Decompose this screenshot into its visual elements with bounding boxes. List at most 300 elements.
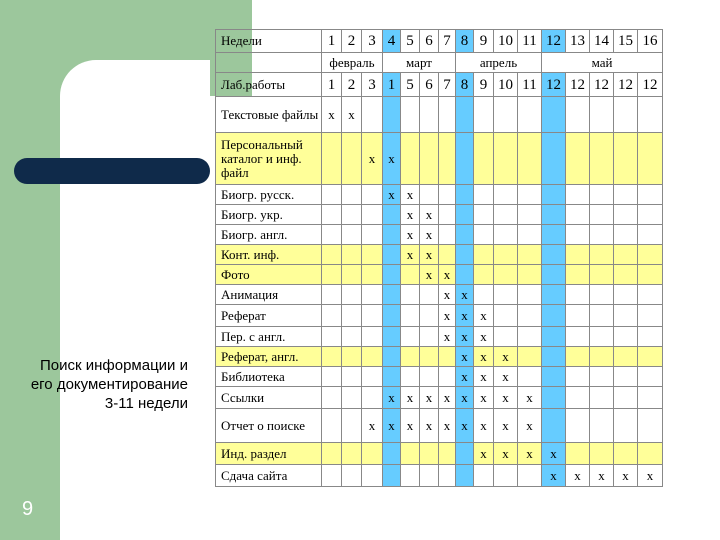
x-mark: x (461, 348, 468, 364)
schedule-cell (494, 185, 518, 205)
schedule-cell (474, 465, 494, 487)
schedule-cell (494, 387, 518, 409)
schedule-cell (494, 443, 518, 465)
schedule-cell (401, 387, 420, 409)
schedule-cell (342, 205, 362, 225)
x-mark: x (425, 246, 433, 262)
schedule-cell (474, 185, 494, 205)
schedule-cell (474, 443, 494, 465)
week-number: 7 (439, 30, 456, 53)
schedule-cell (401, 265, 420, 285)
schedule-cell (322, 97, 342, 133)
schedule-cell (474, 133, 494, 185)
week-number: 15 (614, 30, 638, 53)
schedule-cell (362, 347, 383, 367)
labs-label: Лаб.работы (216, 73, 322, 97)
schedule-cell (456, 225, 474, 245)
schedule-cell (383, 387, 401, 409)
schedule-cell (518, 387, 542, 409)
task-label: Ссылки (216, 387, 322, 409)
lab-number: 8 (456, 73, 474, 97)
x-mark: x (461, 307, 468, 323)
schedule-cell (401, 97, 420, 133)
table-row (216, 133, 663, 185)
week-number: 16 (638, 30, 663, 53)
schedule-cell (474, 409, 494, 443)
x-mark: x (502, 368, 509, 384)
schedule-cell (456, 285, 474, 305)
schedule-cell (474, 367, 494, 387)
schedule-cell (614, 133, 638, 185)
schedule-cell (474, 205, 494, 225)
x-mark: x (406, 226, 414, 242)
lab-number: 7 (439, 73, 456, 97)
schedule-cell (420, 305, 439, 327)
schedule-cell (590, 443, 614, 465)
x-mark: x (646, 467, 654, 483)
schedule-cell (474, 305, 494, 327)
week-number: 11 (518, 30, 542, 53)
lab-number: 12 (542, 73, 566, 97)
schedule-cell (542, 465, 566, 487)
schedule-cell (456, 265, 474, 285)
schedule-cell (383, 327, 401, 347)
schedule-cell (362, 245, 383, 265)
schedule-cell (494, 367, 518, 387)
task-label: Инд. раздел (216, 443, 322, 465)
schedule-cell (542, 265, 566, 285)
schedule-cell (383, 245, 401, 265)
x-mark: x (502, 417, 509, 433)
schedule-cell (383, 285, 401, 305)
schedule-cell (566, 409, 590, 443)
schedule-cell (518, 443, 542, 465)
schedule-cell (456, 347, 474, 367)
schedule-cell (494, 347, 518, 367)
schedule-cell (638, 443, 663, 465)
x-mark: x (480, 417, 487, 433)
schedule-cell (474, 225, 494, 245)
task-label: Отчет о поиске (216, 409, 322, 443)
schedule-cell (362, 225, 383, 245)
x-mark: x (368, 417, 376, 433)
x-mark: x (425, 206, 433, 222)
schedule-cell (614, 265, 638, 285)
lab-number: 1 (383, 73, 401, 97)
schedule-cell (638, 265, 663, 285)
x-mark: x (550, 445, 557, 461)
schedule-cell (342, 245, 362, 265)
schedule-cell (439, 97, 456, 133)
schedule-cell (518, 409, 542, 443)
schedule-cell (518, 327, 542, 347)
schedule-cell (322, 225, 342, 245)
schedule-cell (542, 305, 566, 327)
schedule-cell (542, 409, 566, 443)
schedule-cell (456, 465, 474, 487)
x-mark: x (461, 328, 468, 344)
schedule-cell (542, 367, 566, 387)
week-number: 4 (383, 30, 401, 53)
schedule-cell (542, 285, 566, 305)
week-number: 3 (362, 30, 383, 53)
table-row (216, 443, 663, 465)
week-number: 1 (322, 30, 342, 53)
schedule-cell (456, 205, 474, 225)
schedule-cell (439, 245, 456, 265)
task-label: Текстовые файлы (216, 97, 322, 133)
weeks-row (216, 30, 663, 53)
decor-navy-bar (14, 158, 210, 184)
lab-number: 1 (322, 73, 342, 97)
schedule-cell (401, 285, 420, 305)
week-number: 9 (474, 30, 494, 53)
schedule-cell (439, 225, 456, 245)
schedule-cell (342, 97, 362, 133)
schedule-cell (614, 305, 638, 327)
schedule-cell (383, 305, 401, 327)
schedule-cell (542, 387, 566, 409)
schedule-cell (383, 443, 401, 465)
schedule-cell (401, 133, 420, 185)
schedule-cell (474, 347, 494, 367)
schedule-cell (518, 367, 542, 387)
week-number: 13 (566, 30, 590, 53)
schedule-cell (420, 327, 439, 347)
x-mark: x (443, 328, 451, 344)
x-mark: x (502, 445, 509, 461)
schedule-cell (638, 347, 663, 367)
x-mark: x (328, 106, 335, 122)
schedule-cell (420, 133, 439, 185)
x-mark: x (425, 226, 433, 242)
schedule-cell (362, 327, 383, 347)
table-row (216, 285, 663, 305)
lab-number: 10 (494, 73, 518, 97)
x-mark: x (480, 307, 487, 323)
schedule-cell (439, 133, 456, 185)
schedule-cell (420, 387, 439, 409)
schedule-cell (456, 185, 474, 205)
schedule-cell (566, 443, 590, 465)
schedule-cell (590, 285, 614, 305)
schedule-cell (342, 285, 362, 305)
schedule-cell (566, 97, 590, 133)
task-label: Пер. с англ. (216, 327, 322, 347)
decor-green-strip (0, 0, 60, 540)
week-number: 8 (456, 30, 474, 53)
x-mark: x (461, 417, 468, 433)
schedule-cell (614, 367, 638, 387)
schedule-cell (494, 305, 518, 327)
schedule-cell (638, 305, 663, 327)
schedule-cell (322, 409, 342, 443)
schedule-cell (638, 387, 663, 409)
schedule-cell (590, 305, 614, 327)
schedule-cell (638, 97, 663, 133)
schedule-cell (439, 265, 456, 285)
schedule-cell (342, 327, 362, 347)
schedule-cell (518, 133, 542, 185)
schedule-cell (638, 409, 663, 443)
table-row (216, 97, 663, 133)
schedule-cell (590, 133, 614, 185)
task-label: Анимация (216, 285, 322, 305)
schedule-cell (362, 409, 383, 443)
schedule-cell (342, 225, 362, 245)
schedule-cell (342, 409, 362, 443)
schedule-cell (474, 265, 494, 285)
schedule-cell (566, 327, 590, 347)
lab-number: 11 (518, 73, 542, 97)
schedule-cell (614, 409, 638, 443)
schedule-cell (638, 465, 663, 487)
schedule-cell (590, 245, 614, 265)
x-mark: x (502, 348, 509, 364)
schedule-cell (518, 305, 542, 327)
schedule-cell (383, 133, 401, 185)
x-mark: x (406, 246, 414, 262)
schedule-cell (638, 285, 663, 305)
schedule-cell (439, 409, 456, 443)
x-mark: x (443, 307, 451, 323)
x-mark: x (480, 328, 487, 344)
x-mark: x (622, 467, 629, 483)
schedule-cell (614, 225, 638, 245)
schedule-cell (494, 245, 518, 265)
task-label: Биогр. укр. (216, 205, 322, 225)
schedule-cell (439, 285, 456, 305)
lab-number: 12 (566, 73, 590, 97)
week-number: 2 (342, 30, 362, 53)
schedule-cell (322, 347, 342, 367)
schedule-cell (322, 443, 342, 465)
week-number: 10 (494, 30, 518, 53)
table-row (216, 347, 663, 367)
schedule-cell (456, 133, 474, 185)
schedule-cell (542, 443, 566, 465)
schedule-cell (342, 185, 362, 205)
schedule-cell (494, 265, 518, 285)
schedule-cell (614, 285, 638, 305)
schedule-cell (401, 205, 420, 225)
schedule-cell (590, 205, 614, 225)
schedule-cell (420, 285, 439, 305)
schedule-cell (401, 327, 420, 347)
x-mark: x (443, 286, 451, 302)
schedule-cell (342, 265, 362, 285)
table-row (216, 225, 663, 245)
schedule-cell (566, 465, 590, 487)
schedule-cell (542, 327, 566, 347)
schedule-cell (614, 347, 638, 367)
task-label: Библиотека (216, 367, 322, 387)
schedule-cell (456, 409, 474, 443)
schedule-cell (383, 97, 401, 133)
x-mark: x (502, 389, 509, 405)
schedule-cell (456, 245, 474, 265)
schedule-cell (518, 225, 542, 245)
schedule-cell (518, 465, 542, 487)
schedule-cell (542, 133, 566, 185)
x-mark: x (388, 150, 395, 166)
schedule-cell (456, 367, 474, 387)
schedule-cell (542, 245, 566, 265)
schedule-cell (614, 327, 638, 347)
schedule-cell (614, 185, 638, 205)
schedule-cell (542, 97, 566, 133)
schedule-cell (566, 205, 590, 225)
x-mark: x (388, 389, 395, 405)
schedule-cell (590, 327, 614, 347)
schedule-cell (456, 443, 474, 465)
x-mark: x (443, 266, 451, 282)
schedule-cell (566, 245, 590, 265)
lab-number: 6 (420, 73, 439, 97)
schedule-cell (383, 465, 401, 487)
x-mark: x (425, 266, 433, 282)
schedule-cell (518, 185, 542, 205)
x-mark: x (425, 389, 433, 405)
schedule-cell (638, 245, 663, 265)
schedule-cell (566, 367, 590, 387)
schedule-cell (322, 327, 342, 347)
table-row (216, 465, 663, 487)
schedule-cell (590, 387, 614, 409)
schedule-cell (638, 133, 663, 185)
schedule-cell (383, 185, 401, 205)
schedule-cell (614, 97, 638, 133)
schedule-cell (566, 285, 590, 305)
schedule-cell (322, 387, 342, 409)
schedule-cell (362, 387, 383, 409)
schedule-cell (474, 327, 494, 347)
schedule-cell (614, 387, 638, 409)
schedule-cell (542, 347, 566, 367)
task-label: Реферат (216, 305, 322, 327)
schedule-cell (439, 347, 456, 367)
schedule-cell (383, 225, 401, 245)
page-number: 9 (22, 498, 34, 520)
week-number: 5 (401, 30, 420, 53)
schedule-cell (439, 305, 456, 327)
x-mark: x (526, 445, 533, 461)
schedule-cell (566, 347, 590, 367)
x-mark: x (480, 368, 487, 384)
schedule-cell (362, 205, 383, 225)
schedule-cell (420, 225, 439, 245)
schedule-cell (420, 443, 439, 465)
schedule-cell (638, 205, 663, 225)
table-row (216, 185, 663, 205)
schedule-cell (362, 305, 383, 327)
months-label (216, 53, 322, 73)
schedule-cell (494, 409, 518, 443)
schedule-cell (420, 409, 439, 443)
table-row (216, 205, 663, 225)
table-row (216, 245, 663, 265)
schedule-cell (401, 443, 420, 465)
schedule-cell (420, 347, 439, 367)
schedule-cell (590, 185, 614, 205)
schedule-cell (518, 285, 542, 305)
schedule-cell (439, 367, 456, 387)
schedule-cell (322, 265, 342, 285)
schedule-cell (518, 97, 542, 133)
schedule-cell (456, 327, 474, 347)
x-mark: x (526, 417, 533, 433)
schedule-cell (542, 185, 566, 205)
schedule-cell (456, 387, 474, 409)
schedule-cell (420, 265, 439, 285)
schedule-cell (342, 367, 362, 387)
task-label: Сдача сайта (216, 465, 322, 487)
schedule-cell (383, 347, 401, 367)
schedule-cell (322, 367, 342, 387)
x-mark: x (480, 348, 487, 364)
schedule-cell (474, 245, 494, 265)
schedule-cell (638, 225, 663, 245)
task-label: Персональный каталог и инф. файл (216, 133, 322, 185)
schedule-cell (566, 305, 590, 327)
lab-number: 12 (638, 73, 663, 97)
x-mark: x (443, 417, 451, 433)
x-mark: x (574, 467, 581, 483)
schedule-cell (322, 133, 342, 185)
x-mark: x (461, 368, 468, 384)
schedule-cell (420, 465, 439, 487)
schedule-cell (401, 409, 420, 443)
task-label: Фото (216, 265, 322, 285)
schedule-cell (342, 347, 362, 367)
schedule-cell (439, 327, 456, 347)
schedule-cell (638, 185, 663, 205)
lab-number: 5 (401, 73, 420, 97)
schedule-cell (322, 185, 342, 205)
week-number: 6 (420, 30, 439, 53)
schedule-cell (566, 185, 590, 205)
schedule-cell (494, 133, 518, 185)
weeks-label: Недели (216, 30, 322, 53)
schedule-cell (362, 97, 383, 133)
week-number: 12 (542, 30, 566, 53)
x-mark: x (388, 417, 395, 433)
schedule-cell (322, 465, 342, 487)
month-label: март (383, 53, 456, 73)
x-mark: x (480, 445, 487, 461)
x-mark: x (406, 206, 414, 222)
schedule-cell (383, 409, 401, 443)
task-label: Конт. инф. (216, 245, 322, 265)
slide-title: Поиск информации и его документирование 3-11 недели (30, 357, 188, 412)
schedule-cell (362, 285, 383, 305)
table-row (216, 409, 663, 443)
schedule-cell (362, 265, 383, 285)
x-mark: x (480, 389, 487, 405)
schedule-cell (590, 367, 614, 387)
schedule-cell (638, 327, 663, 347)
lab-number: 3 (362, 73, 383, 97)
labs-row (216, 73, 663, 97)
schedule-cell (383, 367, 401, 387)
schedule-cell (342, 305, 362, 327)
lab-number: 2 (342, 73, 362, 97)
lab-number: 12 (614, 73, 638, 97)
schedule-cell (420, 185, 439, 205)
task-label: Реферат, англ. (216, 347, 322, 367)
schedule-cell (401, 225, 420, 245)
week-number: 14 (590, 30, 614, 53)
